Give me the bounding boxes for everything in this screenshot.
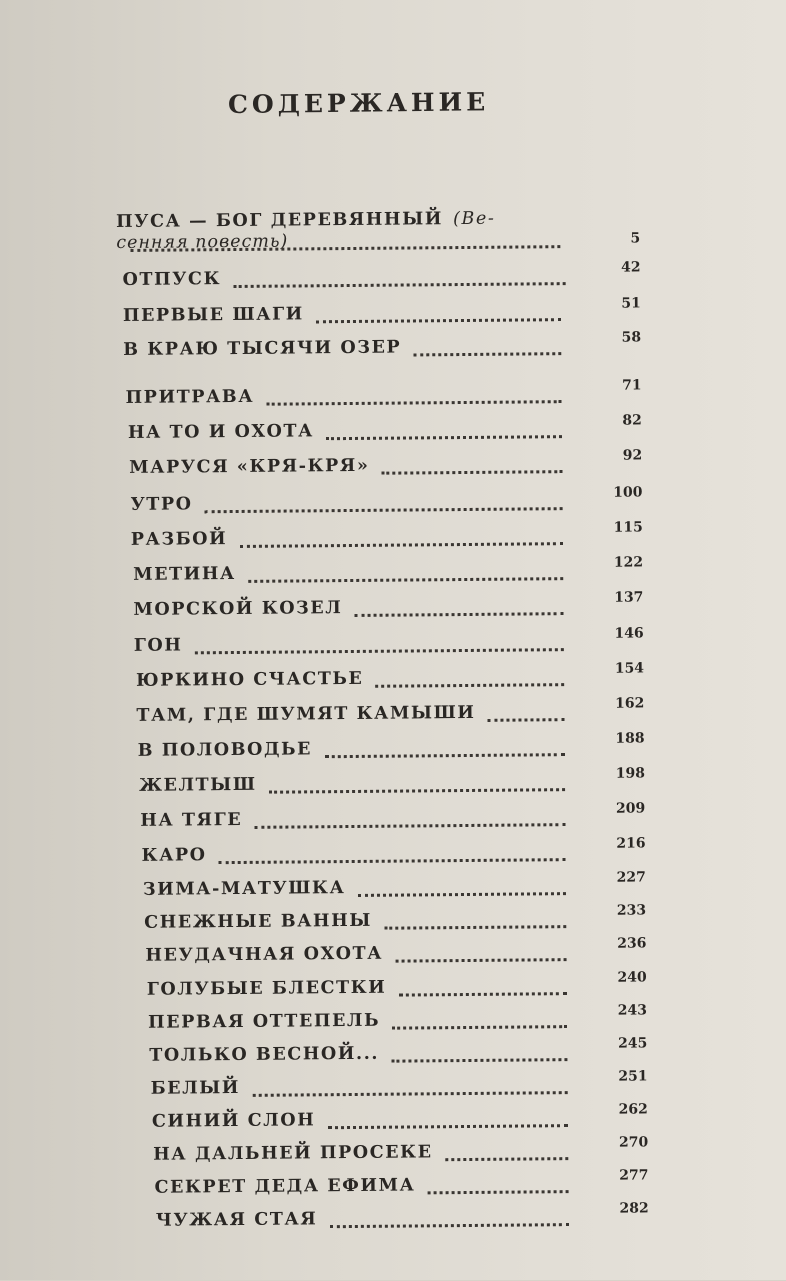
page-number: 122	[613, 554, 644, 571]
entry-title: ПЕРВАЯ ОТТЕПЕЛЬ	[148, 1010, 381, 1033]
dot-leader	[384, 911, 566, 930]
entry-title: В ПОЛОВОДЬЕ	[137, 739, 313, 761]
entry-title: ПУСА — БОГ ДЕРЕВЯННЫЙ	[116, 209, 444, 233]
page-number: 71	[621, 377, 642, 394]
dot-leader	[239, 528, 563, 548]
page-number: 209	[615, 800, 646, 817]
dot-leader	[329, 1209, 568, 1228]
dot-leader	[316, 304, 561, 323]
entry-title: МОРСКОЙ КОЗЕЛ	[133, 598, 343, 620]
page-number: 92	[622, 447, 643, 464]
entry-title: ЧУЖАЯ СТАЯ	[155, 1209, 318, 1231]
entry-title: СИНИЙ СЛОН	[151, 1110, 316, 1132]
dot-leader	[488, 704, 565, 722]
page-number: 146	[614, 625, 644, 642]
page-number: 82	[622, 412, 642, 429]
dot-leader	[219, 844, 566, 864]
entry-title: НА ДАЛЬНЕЙ ПРОСЕКЕ	[153, 1142, 433, 1165]
entry-title: ЖЕЛТЫШ	[138, 774, 257, 796]
dot-leader	[375, 669, 564, 688]
dot-leader	[398, 978, 566, 996]
dot-leader	[254, 809, 565, 829]
page-number: 251	[618, 1068, 648, 1085]
dot-leader	[445, 1143, 569, 1161]
entry-title: МЕТИНА	[133, 564, 236, 585]
entry-title: ЗИМА-МАТУШКА	[142, 878, 346, 900]
dot-leader	[391, 1044, 567, 1063]
entry-title: СНЕЖНЫЕ ВАННЫ	[144, 910, 373, 933]
dot-leader	[195, 634, 564, 654]
entry-title: ТАМ, ГДЕ ШУМЯТ КАМЫШИ	[136, 702, 476, 726]
page-number: 245	[617, 1035, 648, 1052]
page-number: 162	[615, 695, 645, 712]
dot-leader	[233, 268, 566, 288]
page-number: 277	[619, 1167, 649, 1184]
dot-leader	[428, 1176, 569, 1194]
dot-leader	[392, 1011, 567, 1030]
page-number: 262	[618, 1101, 648, 1118]
entry-title: СЕКРЕТ ДЕДА ЕФИМА	[154, 1175, 416, 1198]
page-number: 51	[621, 295, 641, 312]
page-number: 100	[613, 484, 643, 501]
page-number: 198	[615, 765, 646, 782]
page-number: 154	[614, 660, 645, 677]
entry-title: ПРИТРАВА	[125, 386, 255, 408]
page-number: 270	[618, 1134, 649, 1151]
page-number: 5	[630, 230, 641, 247]
dot-leader	[324, 739, 565, 758]
entry-title: БЕЛЫЙ	[150, 1077, 241, 1099]
page-number: 42	[620, 259, 641, 276]
dot-leader	[354, 598, 563, 617]
dot-leader	[357, 878, 565, 897]
page-number: 58	[621, 329, 642, 346]
page-number: 216	[616, 835, 646, 852]
entry-title: ТОЛЬКО ВЕСНОЙ...	[149, 1043, 380, 1066]
entry-title: УТРО	[130, 494, 193, 515]
entry-title: ЮРКИНО СЧАСТЬЕ	[136, 668, 364, 691]
entry-title: НА ТЯГЕ	[140, 809, 243, 831]
entry-title: ГОЛУБЫЕ БЛЕСТКИ	[146, 977, 387, 1000]
page-number: 236	[617, 935, 647, 952]
entry-title: В КРАЮ ТЫСЯЧИ ОЗЕР	[123, 337, 402, 360]
entry-title: НА ТО И ОХОТА	[127, 421, 315, 443]
entry-title: КАРО	[141, 845, 207, 866]
page-number: 227	[616, 869, 646, 886]
dot-leader	[252, 1077, 568, 1097]
page-number: 188	[615, 730, 645, 747]
entry-title: ОТПУСК	[122, 269, 222, 290]
entry-title: РАЗБОЙ	[130, 529, 228, 550]
contents-heading: СОДЕРЖАНИЕ	[227, 87, 490, 119]
dot-leader	[395, 944, 566, 962]
dot-leader	[130, 231, 560, 252]
entry-title: ПЕРВЫЕ ШАГИ	[122, 304, 304, 326]
entry-subtitle-start: (Ве-	[452, 208, 496, 230]
dot-leader	[413, 338, 561, 356]
dot-leader	[205, 493, 563, 513]
page-number: 282	[619, 1200, 649, 1217]
page-number: 240	[617, 969, 647, 986]
page-number: 233	[616, 902, 647, 919]
entry-title: ГОН	[133, 635, 183, 656]
dot-leader	[248, 563, 563, 583]
dot-leader	[266, 386, 561, 406]
page-number: 243	[617, 1002, 648, 1019]
entry-title: НЕУДАЧНАЯ ОХОТА	[145, 943, 384, 966]
entry-title: МАРУСЯ «КРЯ-КРЯ»	[129, 455, 370, 478]
page-number: 115	[613, 519, 643, 536]
dot-leader	[269, 774, 565, 794]
entry-subtitle-continuation: сенняя повесть)	[116, 231, 289, 254]
dot-leader	[382, 456, 563, 475]
page-number: 137	[614, 589, 644, 606]
dot-leader	[326, 421, 562, 440]
dot-leader	[327, 1110, 568, 1129]
